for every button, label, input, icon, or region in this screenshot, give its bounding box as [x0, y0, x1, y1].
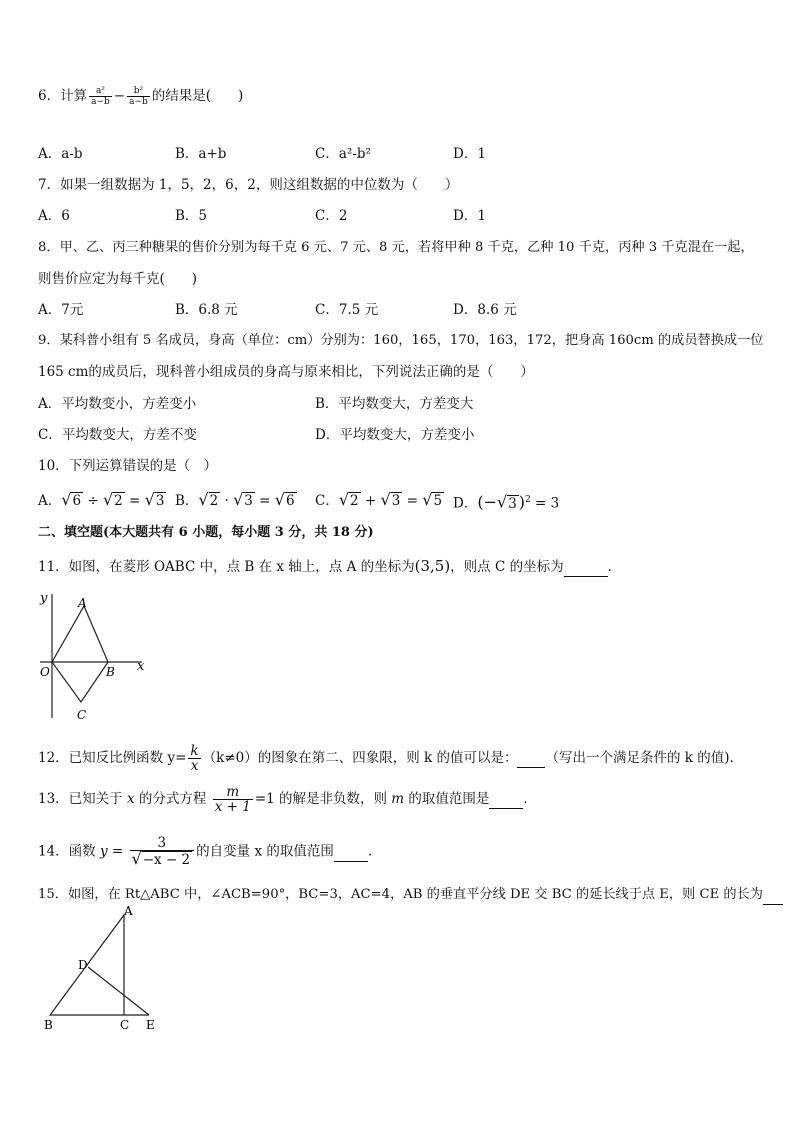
q13-var-x: x [126, 791, 135, 807]
q11-label-a: A [78, 596, 87, 610]
q6-option-c: C．a²-b² [315, 146, 371, 162]
q9-option-d: D．平均数变大，方差变小 [315, 427, 475, 443]
q10-d-label: D． [453, 495, 478, 512]
q13-text-d: 的取值范围是 [404, 791, 490, 807]
q6-prefix: 6．计算 [38, 88, 88, 104]
q10-c-equals: = [402, 493, 423, 509]
q14-text-b: 的自变量 x 的取值范围 [196, 843, 334, 860]
q6-frac1-denominator: a−b [91, 97, 110, 107]
q14-equals: = [107, 843, 128, 860]
q13-text-b: 的分式方程 [134, 791, 211, 807]
q15-text: 15．如图，在 Rt△ABC 中，∠ACB=90°，BC=3，AC=4，AB 的垂直平分线 DE 交 BC 的延长线于点 E，则 CE 的长为 [38, 887, 763, 902]
q11-label-y: y [40, 591, 48, 606]
q10-c-radicand-3: 5 [433, 493, 443, 509]
q10-c-radicand-1: 2 [350, 493, 359, 509]
q9-option-b: B．平均数变大，方差变大 [315, 396, 474, 412]
q6-suffix: 的结果是( ) [151, 88, 244, 104]
q6-minus: − [113, 88, 126, 104]
q12-numerator: k [190, 743, 199, 759]
q10-d-radicand: 3 [508, 495, 517, 512]
q10-b-radicand-3: 6 [286, 493, 295, 509]
q13-end: ． [523, 791, 537, 807]
q14-answer-blank[interactable] [334, 843, 368, 862]
q11-label-o: O [40, 665, 50, 679]
q15-label-a: A [124, 904, 133, 918]
q6-frac1-numerator: a² [89, 86, 112, 97]
question-8-line-1: 8．甲、乙、丙三种糖果的售价分别为每千克 6 元、7 元、8 元，若将甲种 8 千克，乙种 10 千克，丙种 3 千克混在一起， [38, 240, 754, 255]
q7-option-b: B．5 [175, 208, 208, 224]
q12-denominator: x [190, 758, 199, 774]
q10-a-radicand-2: 2 [114, 493, 123, 509]
q10-b-operator: · [220, 493, 234, 509]
q13-denominator: x + 1 [214, 799, 251, 815]
q14-text-a: 14．函数 [38, 843, 100, 860]
q11-end: ． [607, 559, 622, 575]
q10-d-equals: = 3 [530, 495, 560, 512]
q13-answer-blank[interactable] [489, 790, 523, 809]
q12-text-a: 12．已知反比例函数 y= [38, 750, 187, 766]
q10-a-equals: = [124, 493, 145, 509]
question-7: 7．如果一组数据为 1，5，2，6，2，则这组数据的中位数为（ ） [38, 177, 459, 193]
q11-rhombus-oabc [52, 606, 108, 702]
q11-label-c: C [77, 708, 87, 722]
question-10: 10．下列运算错误的是（ ） [38, 458, 218, 474]
q14-fraction [130, 836, 195, 868]
q10-a-label: A． [38, 493, 62, 509]
q12-text-c: （写出一个满足条件的 k 的值)． [545, 750, 743, 766]
q8-option-b: B．6.8 元 [175, 302, 238, 318]
q10-c-label: C． [315, 493, 339, 509]
q10-option-a: A．√6 ÷ √2 = √3 [38, 490, 165, 509]
q10-option-d: D．(−√3 )$^2$ = 3 [453, 492, 560, 512]
q10-option-b: B．√2 · √3 = √6 [175, 490, 295, 509]
q6-option-b: B．a+b [175, 146, 227, 162]
q7-option-a: A．6 [38, 208, 70, 224]
question-9-line-1: 9．某科普小组有 5 名成员，身高（单位：cm）分别为：160，165，170，163，172，把身高 160cm 的成员替换成一位 [38, 333, 764, 348]
q15-triangle-figure [38, 903, 168, 1033]
q10-d-close-paren: ) [518, 492, 526, 512]
q14-denominator: −x − 2 [142, 852, 191, 868]
q14-end: . [367, 843, 373, 860]
q10-d-open-paren: (− [477, 492, 497, 512]
q12-answer-blank[interactable] [517, 749, 545, 768]
question-13 [38, 785, 537, 814]
q6-option-a: A．a-b [38, 146, 83, 162]
q10-b-label: B． [175, 493, 199, 509]
q15-perpendicular-bisector-de [88, 967, 149, 1015]
q6-fraction-2 [127, 86, 150, 107]
q10-d-exponent: 2 [525, 495, 531, 505]
q6-frac2-denominator: a−b [129, 97, 148, 107]
q15-label-e: E [146, 1018, 155, 1032]
q15-answer-blank[interactable] [763, 886, 783, 905]
q13-numerator: m [213, 785, 253, 800]
q11-label-x: x [137, 659, 145, 674]
q10-b-equals: = [254, 493, 275, 509]
q11-coordinate: (3,5) [414, 557, 451, 575]
q10-c-radicand-2: 3 [391, 493, 401, 509]
q8-option-a: A．7元 [38, 302, 84, 318]
question-9-line-2: 165 cm的成员后，现科普小组成员的身高与原来相比，下列说法正确的是（ ） [38, 364, 534, 380]
q15-label-b: B [44, 1018, 53, 1032]
q9-option-a: A．平均数变小，方差变小 [38, 396, 197, 412]
q9-option-c: C．平均数变大，方差不变 [38, 427, 197, 443]
q7-option-d: D．1 [453, 208, 486, 224]
q10-option-c: C．√2 + √3 = √5 [315, 490, 443, 509]
q11-label-b: B [106, 665, 115, 679]
q10-a-radicand-3: 3 [155, 493, 165, 509]
q8-option-c: C．7.5 元 [315, 302, 379, 318]
q13-text-c: =1 的解是非负数，则 [254, 791, 392, 807]
q13-fraction [213, 785, 253, 814]
q15-label-d: D [78, 958, 88, 972]
question-11 [38, 557, 621, 577]
q8-option-d: D．8.6 元 [453, 302, 517, 318]
q6-option-d: D．1 [453, 146, 486, 162]
q10-b-radicand-1: 2 [209, 493, 219, 509]
q11-text-a: 11．如图，在菱形 OABC 中，点 B 在 x 轴上，点 A 的坐标为 [38, 559, 415, 575]
q12-fraction [188, 744, 200, 773]
q13-text-a: 13．已知关于 [38, 791, 127, 807]
q6-frac2-numerator: b² [127, 86, 150, 97]
q7-option-c: C．2 [315, 208, 348, 224]
question-6 [38, 86, 243, 107]
q10-a-radicand-1: 6 [72, 493, 82, 509]
q11-text-b: ，则点 C 的坐标为 [450, 559, 564, 575]
question-14 [38, 836, 372, 868]
q11-answer-blank[interactable] [564, 558, 608, 577]
q15-label-c: C [120, 1018, 130, 1032]
question-8-line-2: 则售价应定为每千克( ) [38, 271, 198, 287]
q12-text-b: （k≠0）的图象在第二、四象限，则 k 的值可以是： [202, 750, 518, 766]
section-2-heading: 二、填空题(本大题共有 6 小题，每小题 3 分，共 18 分) [38, 525, 374, 540]
q10-a-operator: ÷ [83, 493, 103, 509]
question-12 [38, 744, 743, 773]
q14-numerator: 3 [130, 836, 195, 851]
q11-rhombus-figure [34, 588, 154, 723]
q6-fraction-1 [89, 86, 112, 107]
q10-b-radicand-2: 3 [244, 493, 253, 509]
q10-c-operator: + [360, 493, 381, 509]
q14-var-y: y [99, 843, 108, 860]
q13-var-m: m [391, 791, 405, 807]
q14-denominator-wrap: √−x − 2 [131, 849, 191, 868]
